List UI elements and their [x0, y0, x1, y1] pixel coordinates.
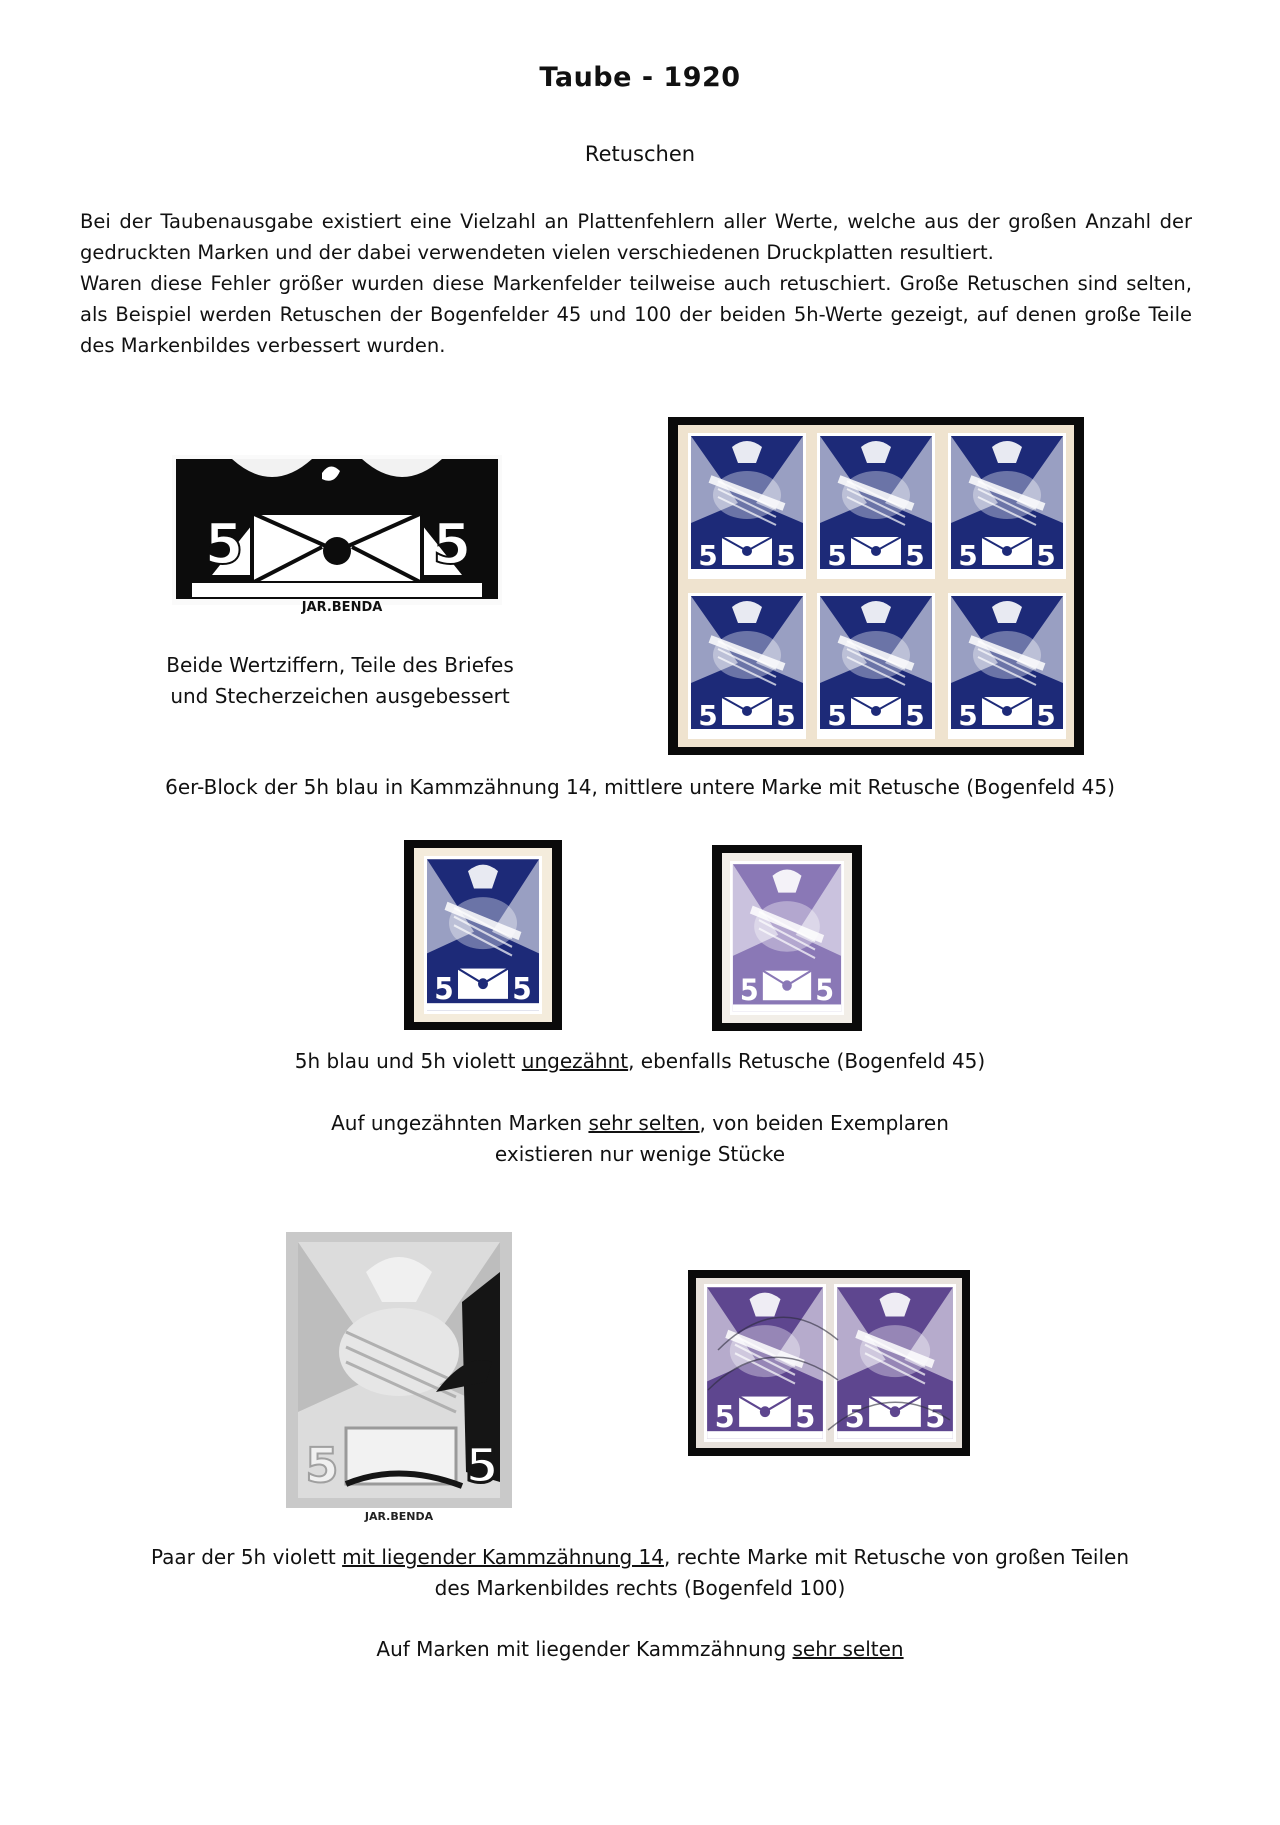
detail-caption-line-1: Beide Wertziffern, Teile des Briefes	[166, 653, 514, 677]
underlined-comb-perf: mit liegender Kammzähnung 14	[342, 1545, 664, 1569]
stamp-blue-6	[948, 593, 1066, 739]
engraver-mark: JAR.BENDA	[301, 600, 383, 615]
pair-note: Auf Marken mit liegender Kammzähnung sehr selten	[376, 1637, 904, 1661]
stamp-blue-2	[817, 433, 935, 579]
block-of-six	[668, 417, 1084, 755]
stamp-blue-5-retouched	[817, 593, 935, 739]
detail-caption	[120, 650, 560, 712]
stamp-blue-1	[688, 433, 806, 579]
detail-caption-line-2: und Stecherzeichen ausgebessert	[170, 684, 510, 708]
block-caption: 6er-Block der 5h blau in Kammzähnung 14, mittlere untere Marke mit Retusche (Bogenfeld 45)	[165, 775, 1115, 799]
stamp-blue-4	[688, 593, 806, 739]
violet-pair	[688, 1270, 970, 1456]
value-numeral-grey-left: 5	[305, 1438, 339, 1494]
pair-caption: Paar der 5h violett mit liegender Kammzähnung 14, rechte Marke mit Retusche von großen Teilen des Markenbildes rechts (Bogenfeld 100)	[150, 1545, 1129, 1600]
retouch-enlargement-grey	[286, 1232, 512, 1522]
value-numeral-left: 5	[204, 512, 244, 577]
stamp-blue-3	[948, 433, 1066, 579]
underlined-imperforate: ungezähnt	[521, 1049, 629, 1073]
intro-text	[80, 206, 1192, 361]
stamp-violet-imperforate	[712, 845, 862, 1031]
underlined-very-rare-2: sehr selten	[792, 1637, 904, 1661]
value-numeral-grey-right: 5	[465, 1438, 499, 1494]
value-numeral-right: 5	[432, 512, 472, 577]
intro-paragraph-1: Bei der Taubenausgabe existiert eine Vielzahl an Plattenfehlern aller Werte, welche aus der großen Anzahl der gedruckten Marken und der dabei verwendeten vielen verschiedenen Druckplatten resultiert.	[80, 210, 1192, 264]
page-title: Taube - 1920	[539, 62, 741, 93]
imperforate-note: Auf ungezähnten Marken sehr selten, von beiden Exemplaren existieren nur wenige Stücke	[331, 1111, 949, 1166]
engraver-mark-grey: JAR.BENDA	[364, 1510, 434, 1522]
underlined-very-rare: sehr selten	[588, 1111, 700, 1135]
stamp-blue-imperforate	[404, 840, 562, 1030]
imperforate-caption: 5h blau und 5h violett ungezähnt, ebenfalls Retusche (Bogenfeld 45)	[294, 1049, 986, 1073]
intro-paragraph-2: Waren diese Fehler größer wurden diese Markenfelder teilweise auch retuschiert. Große Retuschen sind selten, als Beispiel werden Retuschen der Bogenfelder 45 und 100 der beiden 5h-Werte gezeigt, auf denen große Teile des Markenbildes verbessert wurden.	[80, 272, 1192, 357]
page-subtitle: Retuschen	[584, 142, 696, 166]
retouch-detail-drawing	[172, 455, 502, 615]
